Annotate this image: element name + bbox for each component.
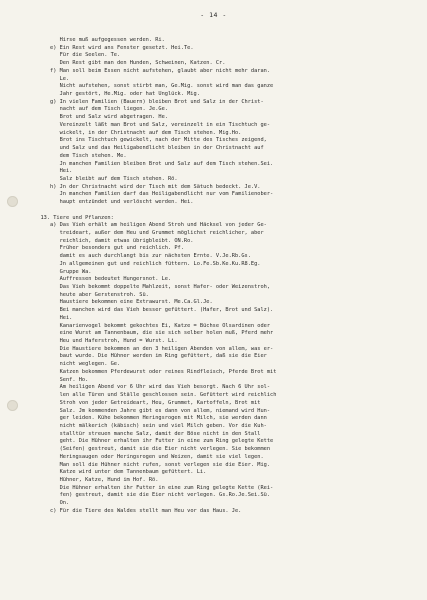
text-line: Brot und Salz wird abgetragen. He.: [59, 114, 168, 121]
text-line: Nicht aufstehen, sonst stirbt man, Ge.Mig. sonst wird man das ganze: [59, 83, 274, 90]
text-line: len alle Türen und Ställe geschlossen sein. Gefüttert wird reichlich: [59, 392, 277, 399]
text-line: Man soll die Hühner nicht rufen, sonst verlegen sie die Eier. Mig.: [59, 461, 271, 468]
text-line: Stroh von jeder Getreideart, Heu, Grummet, Kartoffeln, Brot mit: [59, 399, 261, 406]
text-line: Früher besonders gut und reichlich. Pf.: [59, 245, 184, 252]
text-line: h) Jn der Christnacht wird der Tisch mit dem Sätuch bedeckt. Je.V.: [50, 183, 261, 190]
text-line: Jn manchen Familien bleiben Brot und Salz auf dem Tisch stehen.Sei.: [59, 160, 274, 167]
text-line: nacht auf dem Tisch liegen. Je.Ge.: [59, 106, 168, 113]
text-line: haupt entzündet und verlöscht werden. Hei.: [59, 199, 194, 206]
text-line: nicht mälkerich (käbisch) sein und viel Milch geben. Vor die Kuh-: [59, 422, 267, 429]
text-line: Jn manchen Familien darf das Heiligabendlicht nur vom Familienober-: [59, 191, 274, 198]
text-line: Vereinzelt läßt man Brot und Salz, vereinzelt in ein Tischtuch ge-: [59, 121, 271, 128]
text-line: Hühner, Katze, Hund im Hof. Rö.: [59, 476, 159, 483]
text-line: wickelt, in der Christnacht auf dem Tisch stehen. Mig.Ho.: [59, 129, 242, 136]
text-line: e) Ein Rest wird ans Fenster gesetzt. Hei.Te.: [50, 44, 194, 51]
text-line: Jn allgemeinen gut und reichlich füttern. Lo.Fe.Sb.Ke.Ku.R8.Eg.: [59, 260, 261, 267]
text-line: On.: [59, 500, 70, 507]
text-line: Katzen bekommen Pferdewurst oder reines Rindfleisch, Pferde Brot mit: [59, 368, 277, 375]
text-line: Brot ins Tischtuch gewickelt, nach der Mitte des Tisches zeigend,: [59, 137, 267, 144]
text-line: eine Wurst am Tannenbaum, die sie sich selber holen muß, Pferd mehr: [59, 330, 274, 337]
text-line: Le.: [59, 75, 70, 82]
text-line: Hei.: [59, 314, 73, 321]
text-line: und Salz und das Heiligabendlicht bleiben in der Christnacht auf: [59, 145, 264, 152]
text-line: Salz bleibt auf dem Tisch stehen. Rö.: [59, 175, 178, 182]
text-line: a) Das Vieh erhält am heiligen Abend Stroh und Häcksel von jeder Ge-: [50, 222, 267, 229]
text-line: dem Tisch stehen. Me.: [59, 152, 127, 159]
text-line: damit es auch durchlangt bis zur nächsten Ernte. V.Je.Rb.Gs.: [59, 253, 251, 260]
text-line: Hei.: [59, 168, 73, 175]
punch-hole: [7, 400, 18, 411]
text-line: Katze wird unter dem Tannenbaum gefüttert. Li.: [59, 469, 207, 476]
text-line: Die Hühner erhalten ihr Futter in eine zum Ring gelegte Kette (Rei-: [59, 484, 274, 491]
text-line: baut wurde. Die Hühner werden im Ring gefüttert, daß sie die Eier: [59, 353, 267, 360]
text-line: g) In vielen Familien (Bauern) bleiben Brot und Salz in der Christ-: [50, 98, 264, 105]
document-text: [40, 37, 420, 516]
text-line: Den Rest gibt man den Hunden, Schweinen, Katzen. Cr.: [59, 60, 226, 67]
text-line: Das Vieh bekommt doppelte Mahlzeit, sonst Hafer- oder Weizenstroh,: [59, 284, 271, 290]
text-line: stalltür streuen manche Salz, damit der Böse nicht in den Stall: [59, 430, 261, 437]
text-line: Die Haustiere bekommen an den 3 heiligen Abenden von allem, was er-: [59, 345, 274, 352]
text-line: treideart, außer dem Heu und Grummet möglichst reichlicher, aber: [59, 229, 264, 236]
page-number: - 14 -: [200, 11, 227, 19]
text-line: fen) gestreut, damit sie die Eier nicht verlegen. Gs.Ro.Je.Sei.Sü.: [59, 492, 271, 499]
punch-hole: [7, 196, 18, 207]
text-line: Auffressen bedeutet Hungersnot. Le.: [59, 276, 172, 283]
text-line: Bei manchen wird das Vieh besser gefüttert. (Hafer, Brot und Salz).: [59, 307, 274, 314]
text-line: Haustiere bekommen eine Extrawurst. Me.Ca.Gl.Je.: [59, 299, 213, 306]
text-line: heute aber Gerstenstroh. Sü.: [59, 291, 149, 298]
text-line: Jahr gestört, He.Mig. oder hat Unglück. Mig.: [59, 91, 200, 98]
text-line: Salz. Jm kommenden Jahre gibt es dann von allem, niemand wird Hun-: [59, 407, 271, 414]
text-line: Für die Seelen. Te.: [59, 52, 121, 59]
text-line: reichlich, damit etwas übrigbleibt. ON.Ro.: [59, 237, 194, 244]
text-line: nicht weglegen. Ge.: [59, 361, 121, 368]
text-line: Heringsaugen oder Heringsrogen und Weizen, damit sie viel legen.: [59, 453, 264, 460]
text-line: Kanarienvogel bekommt gekochtes Ei, Katze = Büchse Ölsardinen oder: [59, 322, 271, 329]
text-line: Heu und Haferstroh, Hund = Wurst. Li.: [59, 338, 178, 345]
text-line: 13. Tiere und Pflanzen:: [40, 214, 114, 221]
text-line: geht. Die Hühner erhalten ihr Futter in eine zum Ring gelegte Kette: [59, 438, 274, 445]
text-line: Am heiligen Abend vor 6 Uhr wird das Vieh besorgt. Nach 6 Uhr sol-: [59, 384, 271, 391]
text-line: [50, 207, 420, 215]
text-line: Gruppe Wa.: [59, 268, 92, 275]
text-line: f) Man soll beim Essen nicht aufstehen, glaubt aber nicht mehr daran.: [50, 67, 271, 74]
text-line: (Seifen) gestreut, damit sie die Eier nicht verlegen. Sie bekommen: [59, 446, 271, 453]
text-line: Senf. Ho.: [59, 376, 89, 383]
text-line: Hirse muß aufgegessen werden. Ri.: [59, 37, 165, 43]
text-line: ger leiden. Kühe bekommen Heringsrogen mit Milch, sie werden dann: [59, 415, 267, 422]
text-line: c) Für die Tiere des Waldes stellt man Heu vor das Haus. Je.: [50, 507, 242, 514]
